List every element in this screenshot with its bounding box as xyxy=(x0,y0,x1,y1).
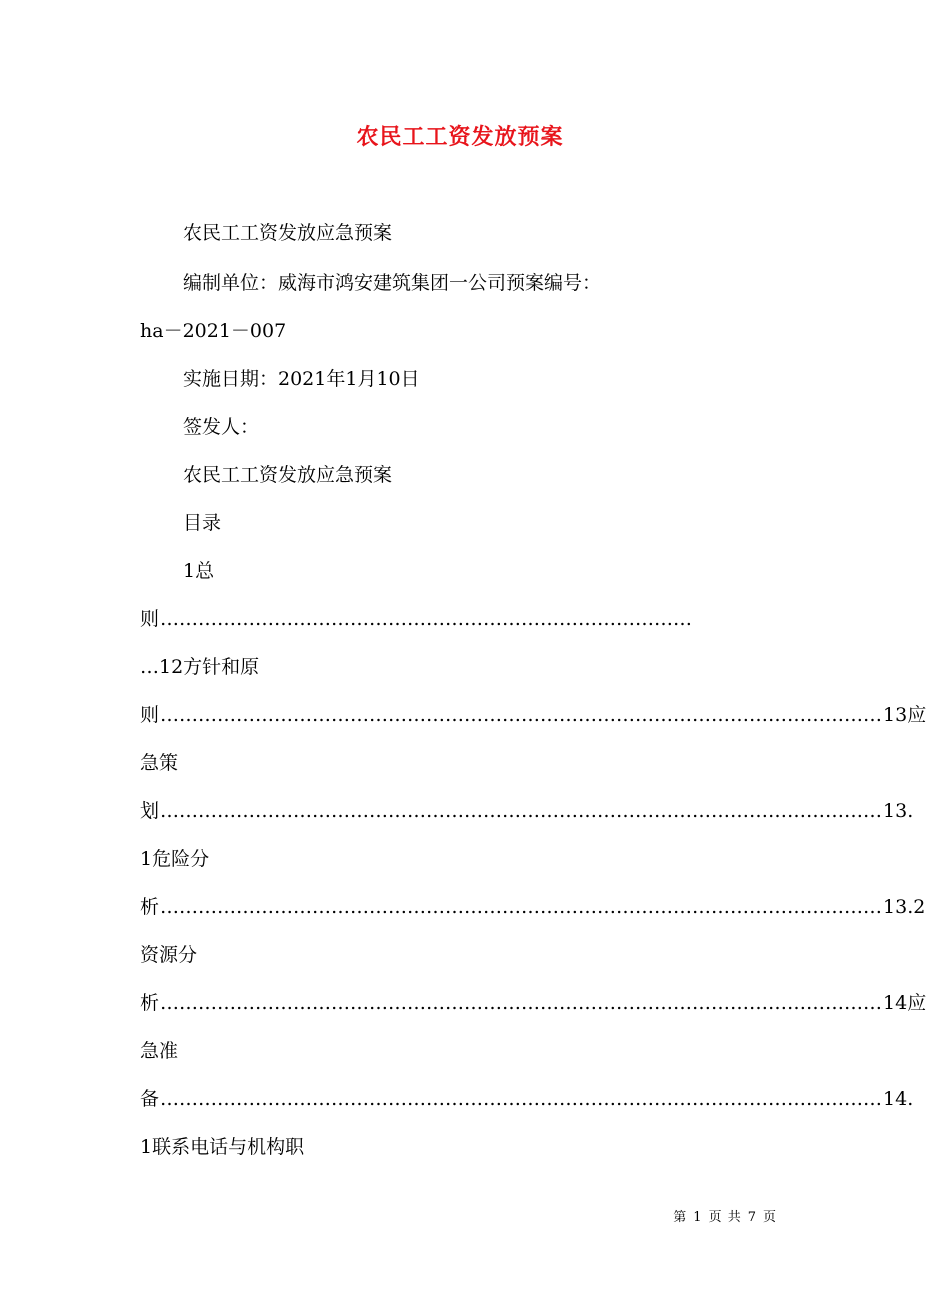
page-footer xyxy=(670,1206,780,1225)
toc-entry-1-start: 1总 xyxy=(183,560,215,582)
doc-line-compiler: 编制单位：威海市鸿安建筑集团一公司预案编号： xyxy=(183,272,602,294)
footer-prefix: 第 xyxy=(673,1210,688,1225)
toc-entry-3-1: 1危险分 xyxy=(140,848,210,870)
toc-leader-head: 备 xyxy=(140,1088,160,1110)
toc-page-ref: 13应 xyxy=(883,704,926,726)
footer-suffix: 页 xyxy=(762,1210,777,1225)
toc-leader-row xyxy=(140,798,914,824)
toc-leader-row xyxy=(140,990,926,1016)
doc-line-issuer: 签发人： xyxy=(183,416,260,438)
toc-page-ref: 13. xyxy=(883,800,914,822)
toc-leader-row xyxy=(140,606,770,632)
doc-line-date: 实施日期：2021年1月10日 xyxy=(183,368,420,390)
toc-leader-dots: …………………………………………………………………………………………………… xyxy=(160,800,883,822)
toc-leader-row xyxy=(140,894,926,920)
toc-leader-dots: …………………………………………………………………………………………………… xyxy=(160,896,883,918)
footer-total-pages: 7 xyxy=(747,1210,757,1225)
toc-leader-head: 划 xyxy=(140,800,160,822)
toc-leader-head: 析 xyxy=(140,992,160,1014)
doc-line-plan-name-2: 农民工工资发放应急预案 xyxy=(183,464,393,486)
toc-leader-head: 则 xyxy=(140,608,160,630)
toc-entry-2: …12方针和原 xyxy=(140,656,260,678)
toc-leader-dots: ………………………………………………………………………… xyxy=(160,608,693,630)
toc-entry-4: 急准 xyxy=(140,1040,179,1062)
toc-leader-row xyxy=(140,702,926,728)
footer-mid: 页 共 xyxy=(708,1210,742,1225)
toc-leader-row xyxy=(140,1086,914,1112)
toc-page-ref: 14. xyxy=(883,1088,914,1110)
toc-leader-dots: …………………………………………………………………………………………………… xyxy=(160,1088,883,1110)
toc-entry-3: 急策 xyxy=(140,752,179,774)
toc-leader-head: 析 xyxy=(140,896,160,918)
toc-leader-dots: …………………………………………………………………………………………………… xyxy=(160,704,883,726)
toc-page-ref: 14应 xyxy=(883,992,926,1014)
doc-line-plan-name: 农民工工资发放应急预案 xyxy=(183,222,393,244)
toc-leader-dots: …………………………………………………………………………………………………… xyxy=(160,992,883,1014)
toc-heading: 目录 xyxy=(183,512,222,534)
toc-entry-4-1: 1联系电话与机构职 xyxy=(140,1136,305,1158)
toc-entry-3-2: 资源分 xyxy=(140,944,198,966)
footer-current-page: 1 xyxy=(693,1210,703,1225)
toc-leader-head: 则 xyxy=(140,704,160,726)
doc-line-plan-number: ha－2021－007 xyxy=(140,320,287,342)
document-title: 农民工工资发放预案 xyxy=(356,124,564,150)
toc-page-ref: 13.2 xyxy=(883,896,926,918)
